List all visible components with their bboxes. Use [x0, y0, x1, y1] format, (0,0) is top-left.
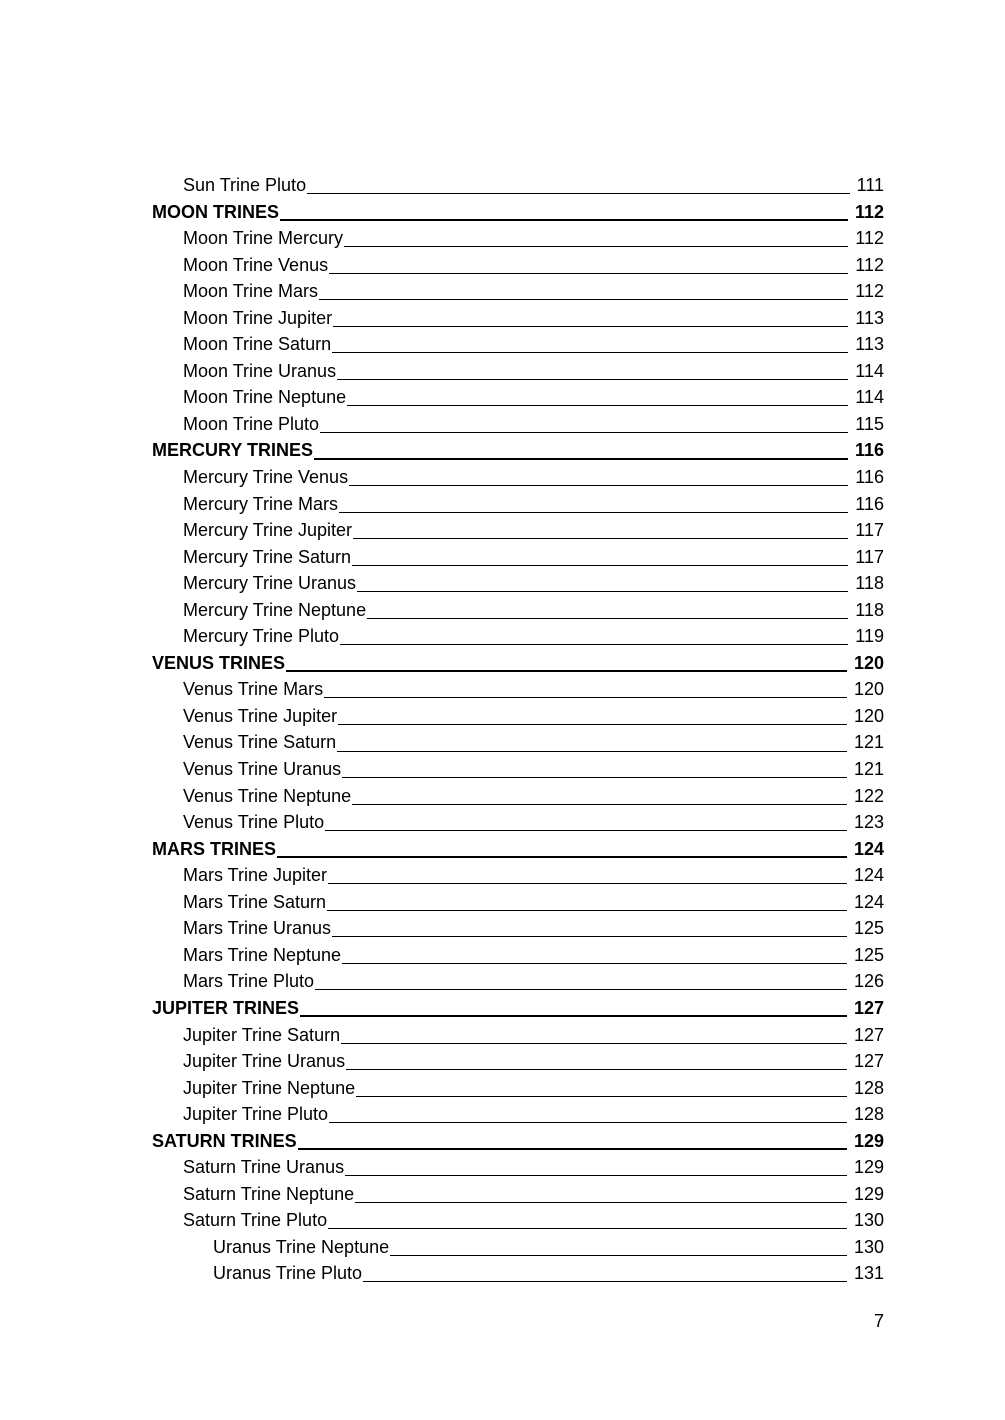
toc-entry-page: 120 — [853, 679, 884, 700]
toc-leader-line — [332, 352, 848, 353]
toc-entry-page: 112 — [855, 254, 884, 275]
page-number: 7 — [873, 1311, 884, 1331]
toc-entry-label: Venus Trine Saturn — [183, 732, 337, 753]
toc-entry[interactable] — [152, 491, 884, 518]
toc-entry-page: 116 — [854, 440, 884, 461]
toc-entry-page: 112 — [855, 228, 884, 249]
toc-entry[interactable] — [152, 1181, 884, 1208]
toc-entry-label: Mars Trine Uranus — [183, 918, 332, 939]
toc-entry-label: Mercury Trine Saturn — [183, 546, 352, 567]
toc-leader-line — [341, 1043, 847, 1044]
toc-entry-page: 117 — [855, 546, 884, 567]
toc-leader-line — [337, 379, 848, 380]
toc-leader-line — [390, 1255, 847, 1256]
toc-entry-page: 118 — [855, 573, 884, 594]
toc-leader-line — [342, 963, 847, 964]
toc-entry[interactable] — [152, 1128, 884, 1155]
toc-entry[interactable] — [152, 172, 884, 199]
toc-entry-page: 119 — [855, 626, 884, 647]
toc-entry[interactable] — [152, 252, 884, 279]
toc-entry[interactable] — [152, 729, 884, 756]
toc-entry-page: 123 — [853, 812, 884, 833]
toc-leader-line — [345, 1175, 847, 1176]
toc-entry[interactable] — [152, 570, 884, 597]
toc-leader-line — [337, 751, 847, 752]
toc-entry[interactable] — [152, 995, 884, 1022]
toc-entry-page: 127 — [853, 1051, 884, 1072]
toc-entry-page: 122 — [853, 785, 884, 806]
toc-entry-page: 121 — [853, 759, 884, 780]
toc-entry[interactable] — [152, 650, 884, 677]
toc-entry-label: MARS TRINES — [152, 838, 277, 859]
toc-entry-label: Mars Trine Pluto — [183, 971, 315, 992]
toc-entry-page: 120 — [853, 705, 884, 726]
toc-leader-line — [333, 326, 848, 327]
toc-entry-label: JUPITER TRINES — [152, 997, 300, 1018]
toc-entry[interactable] — [152, 1234, 884, 1261]
toc-entry-label: Saturn Trine Pluto — [183, 1210, 328, 1231]
toc-entry-page: 130 — [853, 1210, 884, 1231]
toc-entry[interactable] — [152, 1101, 884, 1128]
toc-entry[interactable] — [152, 597, 884, 624]
toc-entry-page: 129 — [853, 1157, 884, 1178]
toc-entry-label: Mercury Trine Mars — [183, 493, 339, 514]
toc-entry-page: 131 — [853, 1263, 884, 1284]
toc-entry-page: 118 — [855, 599, 884, 620]
toc-entry-label: Uranus Trine Pluto — [213, 1263, 363, 1284]
toc-entry-label: Jupiter Trine Neptune — [183, 1077, 356, 1098]
toc-leader-line — [328, 883, 847, 884]
toc-leader-line — [338, 724, 847, 725]
table-of-contents — [152, 172, 884, 1287]
toc-entry[interactable] — [152, 836, 884, 863]
toc-entry-page: 114 — [855, 387, 884, 408]
toc-entry[interactable] — [152, 331, 884, 358]
toc-entry[interactable] — [152, 305, 884, 332]
toc-entry-page: 115 — [855, 413, 884, 434]
toc-entry[interactable] — [152, 783, 884, 810]
toc-entry-label: Saturn Trine Uranus — [183, 1157, 345, 1178]
toc-leader-line — [352, 804, 847, 805]
toc-leader-line — [329, 273, 848, 274]
toc-leader-line — [280, 219, 848, 221]
toc-entry-label: Venus Trine Pluto — [183, 812, 325, 833]
toc-leader-line — [353, 538, 848, 539]
toc-entry-label: Moon Trine Uranus — [183, 360, 337, 381]
toc-entry-label: Jupiter Trine Uranus — [183, 1051, 346, 1072]
toc-entry-page: 112 — [855, 281, 884, 302]
toc-leader-line — [367, 618, 848, 619]
toc-entry[interactable] — [152, 756, 884, 783]
toc-entry-label: Mercury Trine Uranus — [183, 573, 357, 594]
toc-entry[interactable] — [152, 517, 884, 544]
toc-entry-label: Jupiter Trine Saturn — [183, 1024, 341, 1045]
toc-entry-page: 124 — [853, 838, 884, 859]
toc-entry[interactable] — [152, 464, 884, 491]
toc-entry-label: Venus Trine Neptune — [183, 785, 352, 806]
toc-entry-page: 127 — [853, 997, 884, 1018]
toc-leader-line — [347, 405, 848, 406]
toc-entry-label: Mercury Trine Pluto — [183, 626, 340, 647]
toc-entry[interactable] — [152, 676, 884, 703]
toc-entry-page: 121 — [853, 732, 884, 753]
toc-entry-label: Mercury Trine Jupiter — [183, 520, 353, 541]
toc-entry-label: Moon Trine Saturn — [183, 334, 332, 355]
toc-leader-line — [324, 697, 847, 698]
toc-entry-page: 113 — [855, 307, 884, 328]
toc-entry[interactable] — [152, 1260, 884, 1287]
toc-entry-label: Mercury Trine Venus — [183, 467, 349, 488]
toc-entry[interactable] — [152, 968, 884, 995]
toc-entry-page: 124 — [853, 865, 884, 886]
toc-leader-line — [307, 193, 850, 194]
toc-leader-line — [344, 246, 848, 247]
toc-entry[interactable] — [152, 199, 884, 226]
toc-entry-page: 125 — [853, 918, 884, 939]
toc-leader-line — [356, 1096, 847, 1097]
toc-leader-line — [325, 830, 847, 831]
toc-leader-line — [342, 777, 847, 778]
toc-entry[interactable] — [152, 1154, 884, 1181]
toc-entry-label: Mars Trine Neptune — [183, 944, 342, 965]
toc-entry[interactable] — [152, 889, 884, 916]
toc-entry[interactable] — [152, 1022, 884, 1049]
toc-entry-label: Uranus Trine Neptune — [213, 1236, 390, 1257]
toc-entry[interactable] — [152, 915, 884, 942]
toc-leader-line — [332, 936, 847, 937]
toc-entry-label: Jupiter Trine Pluto — [183, 1104, 329, 1125]
toc-leader-line — [329, 1122, 847, 1123]
toc-entry[interactable] — [152, 809, 884, 836]
toc-entry[interactable] — [152, 623, 884, 650]
toc-entry[interactable] — [152, 437, 884, 464]
toc-leader-line — [340, 644, 848, 645]
toc-entry-page: 130 — [853, 1236, 884, 1257]
toc-leader-line — [286, 670, 847, 672]
toc-entry[interactable] — [152, 703, 884, 730]
toc-entry-page: 116 — [855, 467, 884, 488]
toc-entry-page: 117 — [855, 520, 884, 541]
toc-leader-line — [352, 565, 848, 566]
toc-entry-label: VENUS TRINES — [152, 652, 286, 673]
toc-entry[interactable] — [152, 358, 884, 385]
toc-entry-label: Venus Trine Uranus — [183, 759, 342, 780]
toc-entry-page: 111 — [856, 175, 884, 195]
toc-entry-page: 126 — [853, 971, 884, 992]
toc-leader-line — [355, 1202, 847, 1203]
toc-leader-line — [346, 1069, 847, 1070]
toc-entry[interactable] — [152, 544, 884, 571]
toc-entry-page: 128 — [853, 1104, 884, 1125]
toc-entry[interactable] — [152, 1075, 884, 1102]
toc-leader-line — [328, 1228, 847, 1229]
toc-entry-page: 112 — [854, 201, 884, 222]
toc-entry-page: 127 — [853, 1024, 884, 1045]
toc-entry-label: Moon Trine Mars — [183, 281, 319, 302]
toc-entry-label: Sun Trine Pluto — [183, 175, 307, 195]
toc-entry-label: Moon Trine Mercury — [183, 228, 344, 249]
toc-entry-label: Moon Trine Jupiter — [183, 307, 333, 328]
toc-leader-line — [363, 1281, 847, 1282]
toc-entry-page: 113 — [855, 334, 884, 355]
toc-entry-label: Venus Trine Jupiter — [183, 705, 338, 726]
toc-entry-page: 129 — [853, 1130, 884, 1151]
toc-leader-line — [298, 1148, 847, 1150]
toc-entry-label: MOON TRINES — [152, 201, 280, 222]
toc-entry[interactable] — [152, 384, 884, 411]
toc-entry-label: Moon Trine Neptune — [183, 387, 347, 408]
toc-leader-line — [327, 910, 847, 911]
toc-entry-page: 128 — [853, 1077, 884, 1098]
toc-entry-label: SATURN TRINES — [152, 1130, 297, 1151]
toc-leader-line — [314, 458, 848, 460]
toc-entry-page: 124 — [853, 891, 884, 912]
toc-entry[interactable] — [152, 225, 884, 252]
toc-leader-line — [339, 512, 848, 513]
toc-entry-label: Mars Trine Saturn — [183, 891, 327, 912]
toc-entry-label: Mars Trine Jupiter — [183, 865, 328, 886]
toc-leader-line — [277, 856, 847, 858]
toc-entry-label: Saturn Trine Neptune — [183, 1183, 355, 1204]
toc-entry-page: 125 — [853, 944, 884, 965]
toc-leader-line — [315, 989, 847, 990]
toc-leader-line — [300, 1015, 847, 1017]
toc-entry-page: 114 — [855, 360, 884, 381]
toc-entry-page: 116 — [855, 493, 884, 514]
toc-entry-page: 129 — [853, 1183, 884, 1204]
toc-leader-line — [319, 299, 848, 300]
toc-entry[interactable] — [152, 1048, 884, 1075]
toc-entry-label: Moon Trine Pluto — [183, 413, 320, 434]
toc-entry[interactable] — [152, 942, 884, 969]
toc-entry-label: MERCURY TRINES — [152, 440, 314, 461]
toc-leader-line — [349, 485, 848, 486]
toc-entry-label: Mercury Trine Neptune — [183, 599, 367, 620]
toc-entry[interactable] — [152, 862, 884, 889]
toc-leader-line — [320, 432, 848, 433]
toc-entry[interactable] — [152, 411, 884, 438]
toc-entry-page: 120 — [853, 652, 884, 673]
toc-entry-label: Venus Trine Mars — [183, 679, 324, 700]
toc-entry-label: Moon Trine Venus — [183, 254, 329, 275]
toc-leader-line — [357, 591, 848, 592]
toc-entry[interactable] — [152, 278, 884, 305]
toc-entry[interactable] — [152, 1207, 884, 1234]
